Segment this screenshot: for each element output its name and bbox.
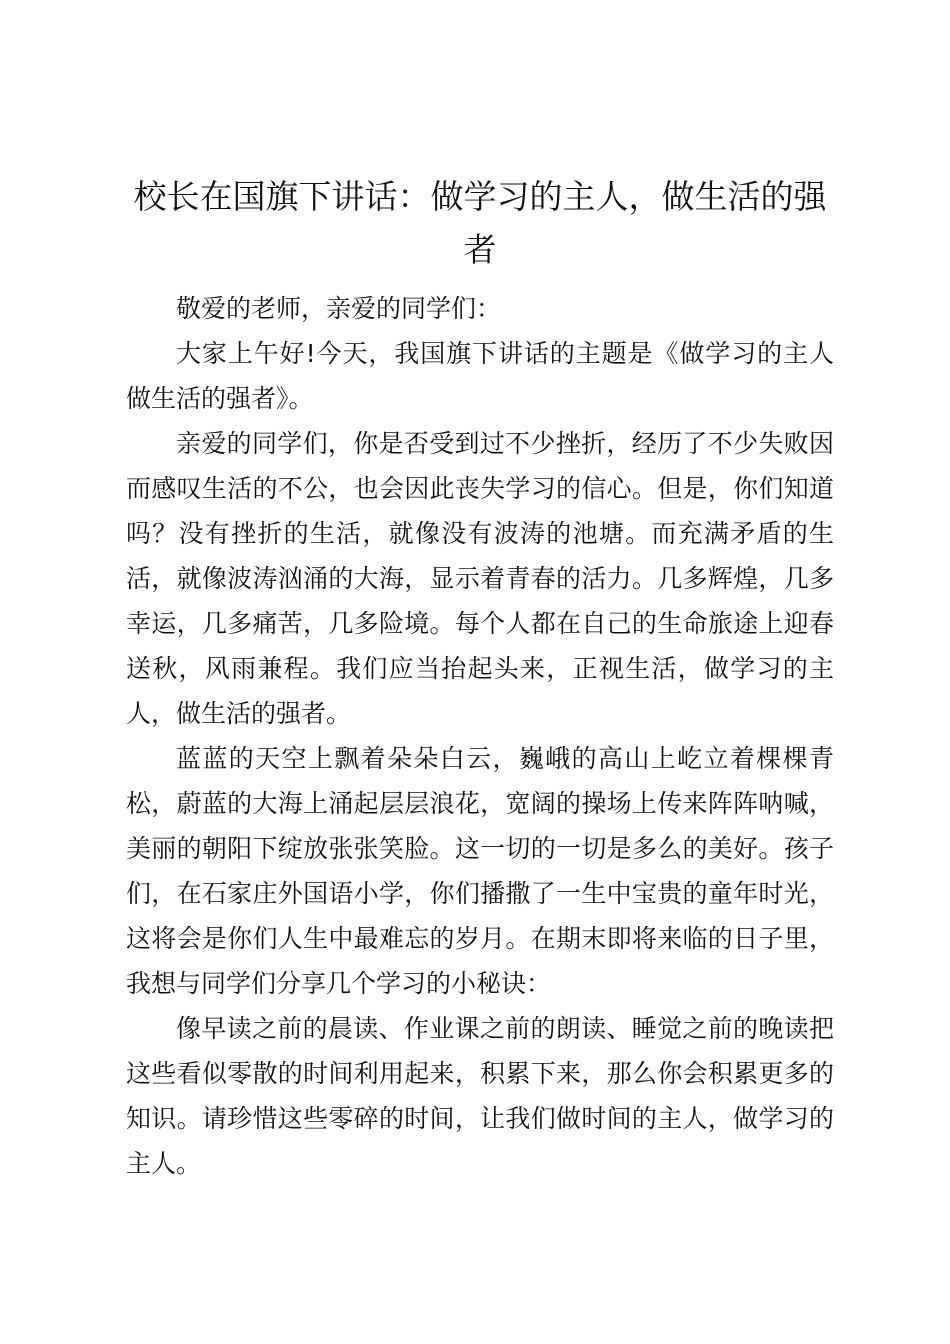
greeting-paragraph: 敬爱的老师，亲爱的同学们： [176,294,502,323]
body-paragraph-childhood: 蓝蓝的天空上飘着朵朵白云，巍峨的高山上屹立着棵棵青松，蔚蓝的大海上涌起层层浪花，宽阔的操场上传来阵阵呐喊，美丽的朝阳下绽放张张笑脸。这一切的一切是多么的美好。孩子们，在石家庄外国语小学，你们播撒了一生中宝贵的童年时光，这将会是你们人生中最难忘的岁月。在期末即将来临的日子里，我想与同学们分享几个学习的小秘诀： [126,744,834,998]
document-title: 校长在国旗下讲话：做学习的主人，做生活的强者 [133,177,827,269]
body-paragraph-reading-tips: 像早读之前的晨读、作业课之前的朗读、睡觉之前的晚读把这些看似零散的时间利用起来，积累下来，那么你会积累更多的知识。请珍惜这些零碎的时间，让我们做时间的主人，做学习的主人。 [126,1014,834,1178]
intro-paragraph: 大家上午好!今天，我国旗下讲话的主题是《做学习的主人做生活的强者》。 [126,339,834,413]
document-page [126,170,834,1186]
body-paragraph-setbacks: 亲爱的同学们，你是否受到过不少挫折，经历了不少失败因而感叹生活的不公，也会因此丧失学习的信心。但是，你们知道吗？没有挫折的生活，就像没有波涛的池塘。而充满矛盾的生活，就像波涛汹涌的大海，显示着青春的活力。几多辉煌，几多幸运，几多痛苦，几多险境。每个人都在自己的生命旅途上迎春送秋，风雨兼程。我们应当抬起头来，正视生活，做学习的主人，做生活的强者。 [126,429,834,728]
